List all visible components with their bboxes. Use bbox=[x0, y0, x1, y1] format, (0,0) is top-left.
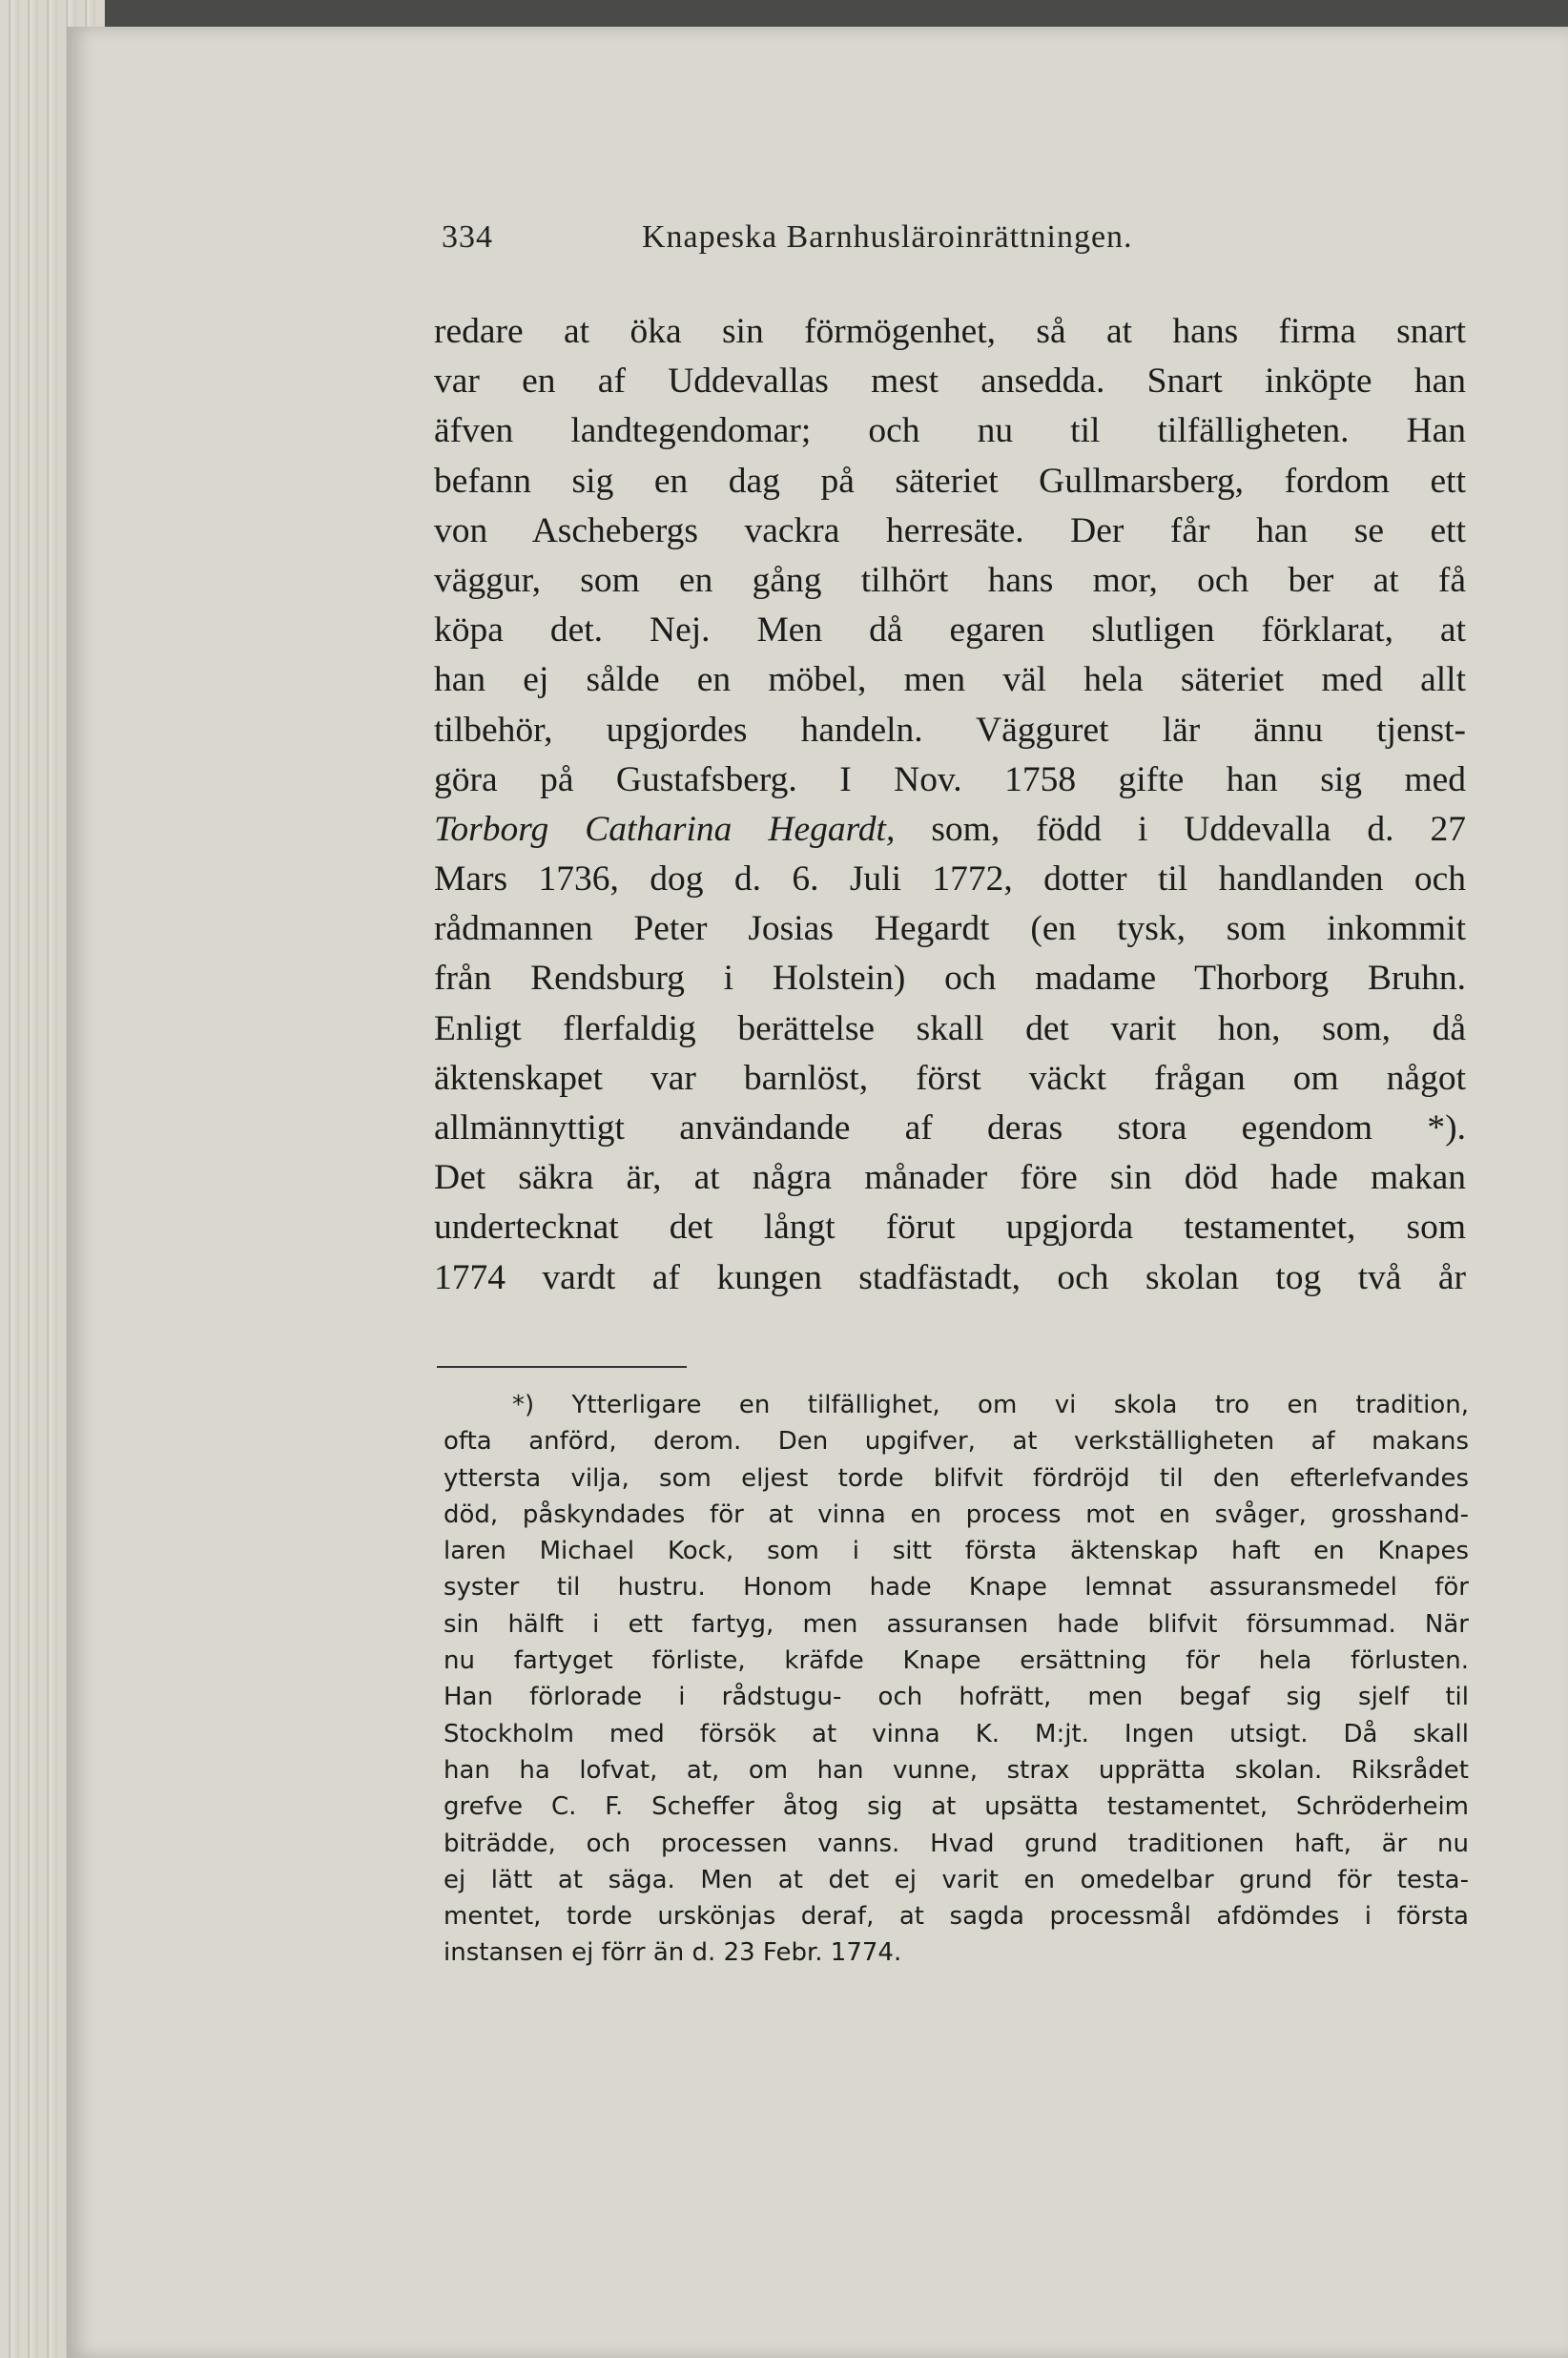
footnote-line: Stockholm med försök at vinna K. M:jt. Ingen utsigt. Då skall bbox=[444, 1719, 1469, 1748]
body-line: befann sig en dag på säteriet Gullmarsberg, fordom ett bbox=[434, 461, 1466, 501]
body-line: äktenskapet var barnlöst, först väckt frågan om något bbox=[434, 1058, 1466, 1098]
body-line: han ej sålde en möbel, men väl hela säteriet med allt bbox=[434, 660, 1466, 700]
footnote-rule bbox=[437, 1366, 687, 1368]
footnote-line: yttersta vilja, som eljest torde blifvit fördröjd til den efterlefvandes bbox=[444, 1463, 1469, 1493]
footnote-line: nu fartyget förliste, kräfde Knape ersättning för hela förlusten. bbox=[444, 1646, 1469, 1676]
body-line: von Aschebergs vackra herresäte. Der får han se ett bbox=[434, 510, 1466, 550]
body-line: Mars 1736, dog d. 6. Juli 1772, dotter til handlanden och bbox=[434, 859, 1466, 900]
running-title: Knapeska Barnhusläroinrättningen. bbox=[642, 219, 1133, 255]
footnote-line: Han förlorade i rådstugu- och hofrätt, men begaf sig sjelf til bbox=[444, 1683, 1469, 1712]
page-header bbox=[442, 219, 1467, 277]
body-line: köpa det. Nej. Men då egaren slutligen förklarat, at bbox=[434, 610, 1466, 651]
body-line-rest: som, född i Uddevalla d. 27 bbox=[895, 809, 1466, 849]
body-line: allmännyttigt användande af deras stora egendom *). bbox=[434, 1108, 1466, 1148]
body-line: tilbehör, upgjordes handeln. Vägguret lär ännu tjenst- bbox=[434, 710, 1466, 750]
body-line: rådmannen Peter Josias Hegardt (en tysk, som inkommit bbox=[434, 909, 1466, 949]
footnote-line: instansen ej förr än d. 23 Febr. 1774. bbox=[444, 1938, 902, 1968]
body-line: väggur, som en gång tilhört hans mor, och ber at få bbox=[434, 560, 1466, 600]
footnote-line: ofta anförd, derom. Den upgifver, at verkställigheten af makans bbox=[444, 1427, 1469, 1457]
footnote-line: grefve C. F. Scheffer åtog sig at upsätta testamentet, Schröderheim bbox=[444, 1792, 1469, 1822]
footnote-line: död, påskyndades för at vinna en process mot en svåger, grosshand- bbox=[444, 1500, 1469, 1529]
italic-name: Torborg Catharina Hegardt, bbox=[434, 809, 896, 849]
footnote-line: mentet, torde urskönjas deraf, at sagda processmål afdömdes i första bbox=[444, 1902, 1469, 1932]
footnote-line: sin hälft i ett fartyg, men assuransen hade blifvit försummad. När bbox=[444, 1609, 1469, 1639]
body-line-with-name bbox=[434, 805, 1466, 855]
footnote-line: laren Michael Kock, som i sitt första äktenskap haft en Knapes bbox=[444, 1537, 1469, 1566]
body-line: Det säkra är, at några månader före sin död hade makan bbox=[434, 1158, 1466, 1198]
body-line: var en af Uddevallas mest ansedda. Snart inköpte han bbox=[434, 362, 1466, 402]
footnote-line: *) Ytterligare en tilfällighet, om vi skola tro en tradition, bbox=[512, 1391, 1469, 1419]
body-line: undertecknat det långt förut upgjorda testamentet, som bbox=[434, 1208, 1466, 1248]
body-line: Enligt flerfaldig berättelse skall det varit hon, som, då bbox=[434, 1008, 1466, 1048]
footnote-line: biträdde, och processen vanns. Hvad grund traditionen haft, är nu bbox=[444, 1829, 1469, 1858]
footnote-line: han ha lofvat, at, om han vunne, strax upprätta skolan. Riksrådet bbox=[444, 1755, 1469, 1785]
body-line: göra på Gustafsberg. I Nov. 1758 gifte han sig med bbox=[434, 759, 1466, 799]
footnote bbox=[444, 1387, 1469, 1972]
body-line: 1774 vardt af kungen stadfästadt, och skolan tog två år bbox=[434, 1257, 1466, 1297]
footnote-line: syster til hustru. Honom hade Knape lemnat assuransmedel för bbox=[444, 1573, 1469, 1603]
footnote-line: ej lätt at säga. Men at det ej varit en omedelbar grund för testa- bbox=[444, 1865, 1469, 1894]
body-text bbox=[434, 307, 1466, 1303]
body-line: äfven landtegendomar; och nu til tilfälligheten. Han bbox=[434, 411, 1466, 451]
body-line: redare at öka sin förmögenhet, så at hans firma snart bbox=[434, 312, 1466, 351]
page-number: 334 bbox=[442, 219, 493, 255]
body-line: från Rendsburg i Holstein) och madame Thorborg Bruhn. bbox=[434, 959, 1466, 999]
